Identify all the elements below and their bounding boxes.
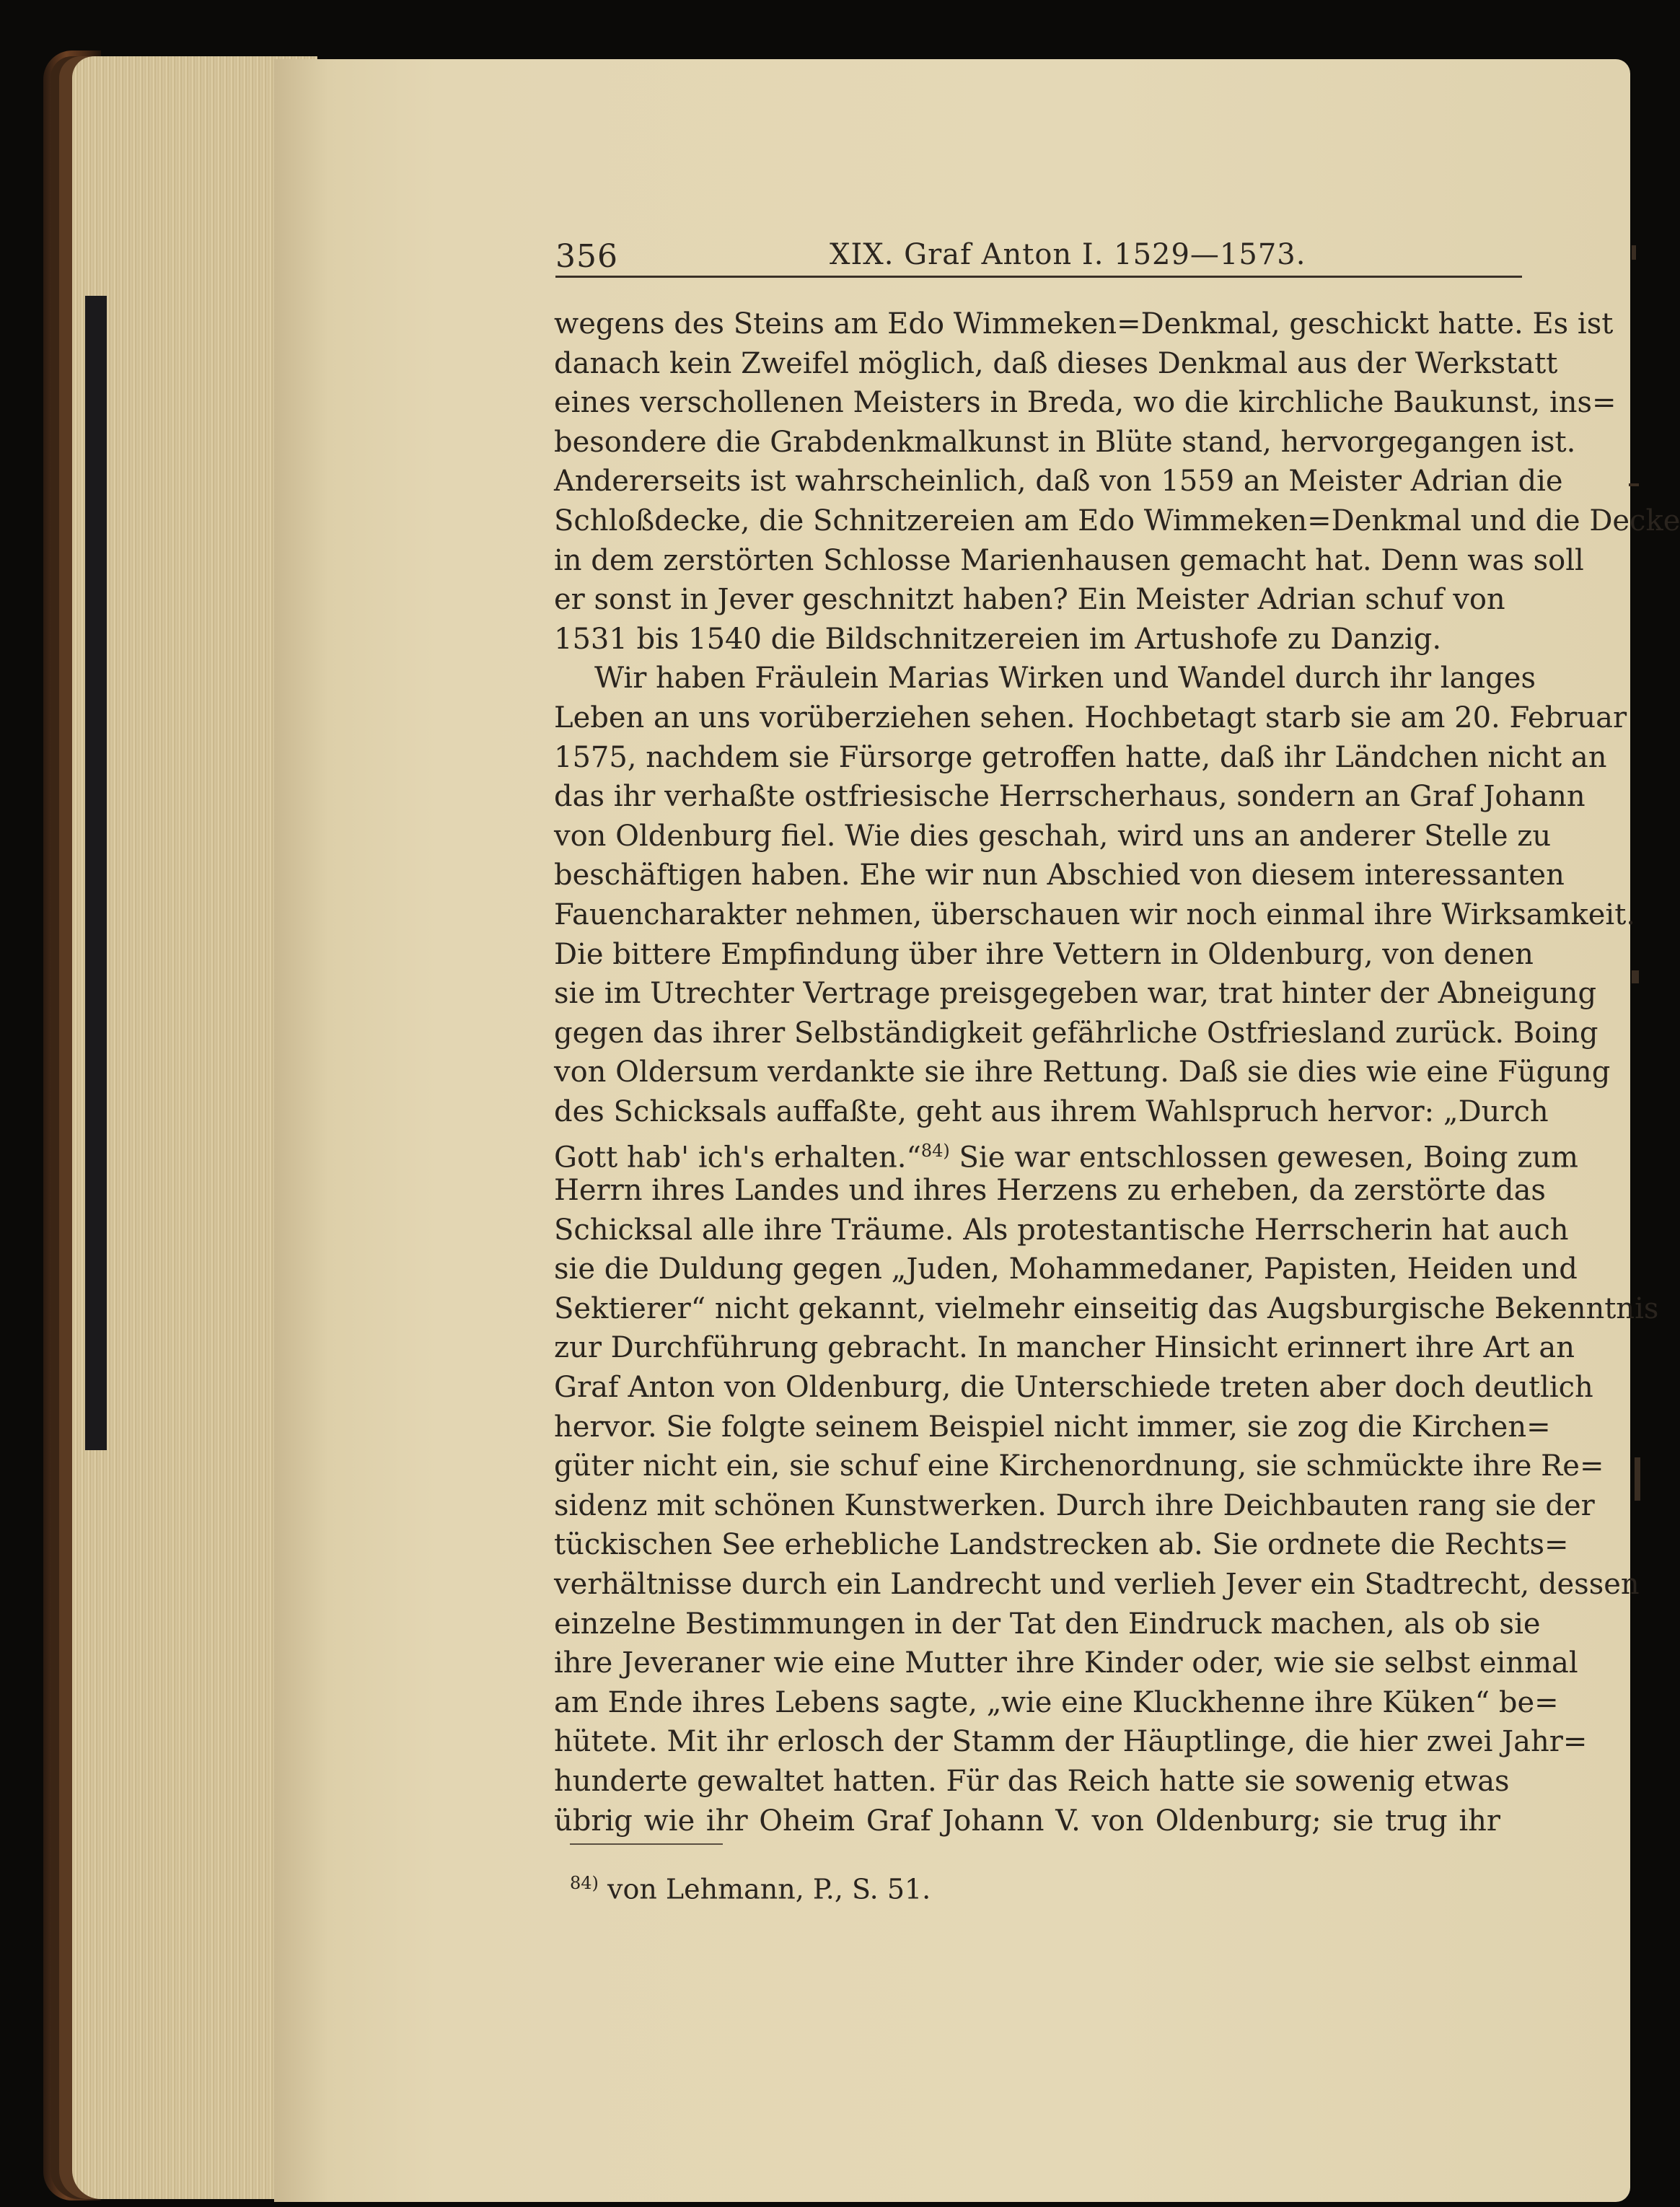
text-line: hütete. Mit ihr erlosch der Stamm der Häuptlinge, die hier zwei Jahr=	[554, 1725, 1588, 1759]
text-line: Fauencharakter nehmen, überschauen wir noch einmal ihre Wirksamkeit.	[554, 898, 1636, 931]
text-line: zur Durchführung gebracht. In mancher Hinsicht erinnert ihre Art an	[554, 1331, 1575, 1365]
margin-mark	[1632, 245, 1636, 260]
page-number: 356	[555, 238, 618, 275]
text-line: Die bittere Empfindung über ihre Vettern in Oldenburg, von denen	[554, 937, 1534, 971]
running-header	[555, 232, 1522, 278]
margin-mark	[1632, 970, 1639, 983]
text-line: sie im Utrechter Vertrage preisgegeben war, trat hinter der Abneigung	[554, 977, 1597, 1011]
text-line: Graf Anton von Oldenburg, die Unterschiede treten aber doch deutlich	[554, 1371, 1593, 1405]
text-line: besondere die Grabdenkmalkunst in Blüte stand, hervorgegangen ist.	[554, 425, 1576, 459]
text-line: hunderte gewaltet hatten. Für das Reich hatte sie sowenig etwas	[554, 1764, 1510, 1798]
text-line: sidenz mit schönen Kunstwerken. Durch ihre Deichbauten rang sie der	[554, 1488, 1595, 1522]
text-line: Sektierer“ nicht gekannt, vielmehr einseitig das Augsburgische Bekenntnis	[554, 1291, 1659, 1325]
text-line: er sonst in Jever geschnitzt haben? Ein Meister Adrian schuf von	[554, 583, 1505, 617]
text-line-with-footnote-ref	[554, 1131, 1578, 1175]
text-line: 1575, nachdem sie Fürsorge getroffen hatte, daß ihr Ländchen nicht an	[554, 740, 1607, 774]
text-line: gegen das ihrer Selbständigkeit gefährliche Ostfriesland zurück. Boing	[554, 1016, 1598, 1050]
margin-mark	[1629, 483, 1639, 486]
footnote-reference: 84)	[920, 1141, 950, 1162]
text-line: güter nicht ein, sie schuf eine Kirchenordnung, sie schmückte ihre Re=	[554, 1449, 1604, 1483]
text-line: Leben an uns vorüberziehen sehen. Hochbetagt starb sie am 20. Februar	[554, 701, 1627, 734]
text-line: übrig wie ihr Oheim Graf Johann V. von Oldenburg; sie trug ihr	[554, 1804, 1500, 1838]
footnote-text: von Lehmann, P., S. 51.	[598, 1873, 931, 1905]
text-line: am Ende ihres Lebens sagte, „wie eine Kluckhenne ihre Küken“ be=	[554, 1685, 1559, 1719]
text-line: Schicksal alle ihre Träume. Als protestantische Herrscherin hat auch	[554, 1213, 1569, 1247]
text-line: Andererseits ist wahrscheinlich, daß von 1559 an Meister Adrian die	[554, 465, 1563, 499]
text-line: eines verschollenen Meisters in Breda, wo die kirchliche Baukunst, ins=	[554, 386, 1617, 420]
text-line: wegens des Steins am Edo Wimmeken=Denkmal, geschickt hatte. Es ist	[554, 307, 1614, 341]
text-line: tückischen See erhebliche Landstrecken ab. Sie ordnete die Rechts=	[554, 1528, 1569, 1562]
text-line: Herrn ihres Landes und ihres Herzens zu erheben, da zerstörte das	[554, 1174, 1546, 1208]
text-line: von Oldersum verdankte sie ihre Rettung. Daß sie dies wie eine Fügung	[554, 1056, 1611, 1089]
running-head: XIX. Graf Anton I. 1529—1573.	[830, 238, 1306, 271]
text-line: das ihr verhaßte ostfriesische Herrscherhaus, sondern an Graf Johann	[554, 780, 1586, 814]
text-line: danach kein Zweifel möglich, daß dieses Denkmal aus der Werkstatt	[554, 346, 1558, 380]
text-line: einzelne Bestimmungen in der Tat den Eindruck machen, als ob sie	[554, 1607, 1541, 1641]
text-line-end: Sie war entschlossen gewesen, Boing zum	[949, 1141, 1578, 1175]
text-line: 1531 bis 1540 die Bildschnitzereien im Artushofe zu Danzig.	[554, 622, 1442, 656]
footnote-marker: 84)	[570, 1873, 599, 1893]
text-line: verhältnisse durch ein Landrecht und verlieh Jever ein Stadtrecht, dessen	[554, 1568, 1640, 1601]
text-line-start: Gott hab' ich's erhalten.“	[554, 1141, 921, 1175]
text-line: ihre Jeveraner wie eine Mutter ihre Kinder oder, wie sie selbst einmal	[554, 1646, 1578, 1680]
footnote	[570, 1873, 931, 1905]
text-line: Schloßdecke, die Schnitzereien am Edo Wimmeken=Denkmal und die Decke	[554, 504, 1680, 538]
body-text	[554, 304, 1680, 1840]
footnote-divider	[570, 1843, 723, 1845]
spine-binding	[85, 296, 107, 1450]
margin-mark	[1635, 1457, 1640, 1501]
text-line: Wir haben Fräulein Marias Wirken und Wandel durch ihr langes	[594, 662, 1536, 696]
text-line: von Oldenburg fiel. Wie dies geschah, wird uns an anderer Stelle zu	[554, 819, 1552, 853]
text-line: des Schicksals auffaßte, geht aus ihrem Wahlspruch hervor: „Durch	[554, 1094, 1549, 1128]
text-line: sie die Duldung gegen „Juden, Mohammedaner, Papisten, Heiden und	[554, 1252, 1578, 1286]
text-line: hervor. Sie folgte seinem Beispiel nicht immer, sie zog die Kirchen=	[554, 1410, 1551, 1444]
text-line: beschäftigen haben. Ehe wir nun Abschied von diesem interessanten	[554, 859, 1565, 892]
text-line: in dem zerstörten Schlosse Marienhausen gemacht hat. Denn was soll	[554, 543, 1584, 577]
